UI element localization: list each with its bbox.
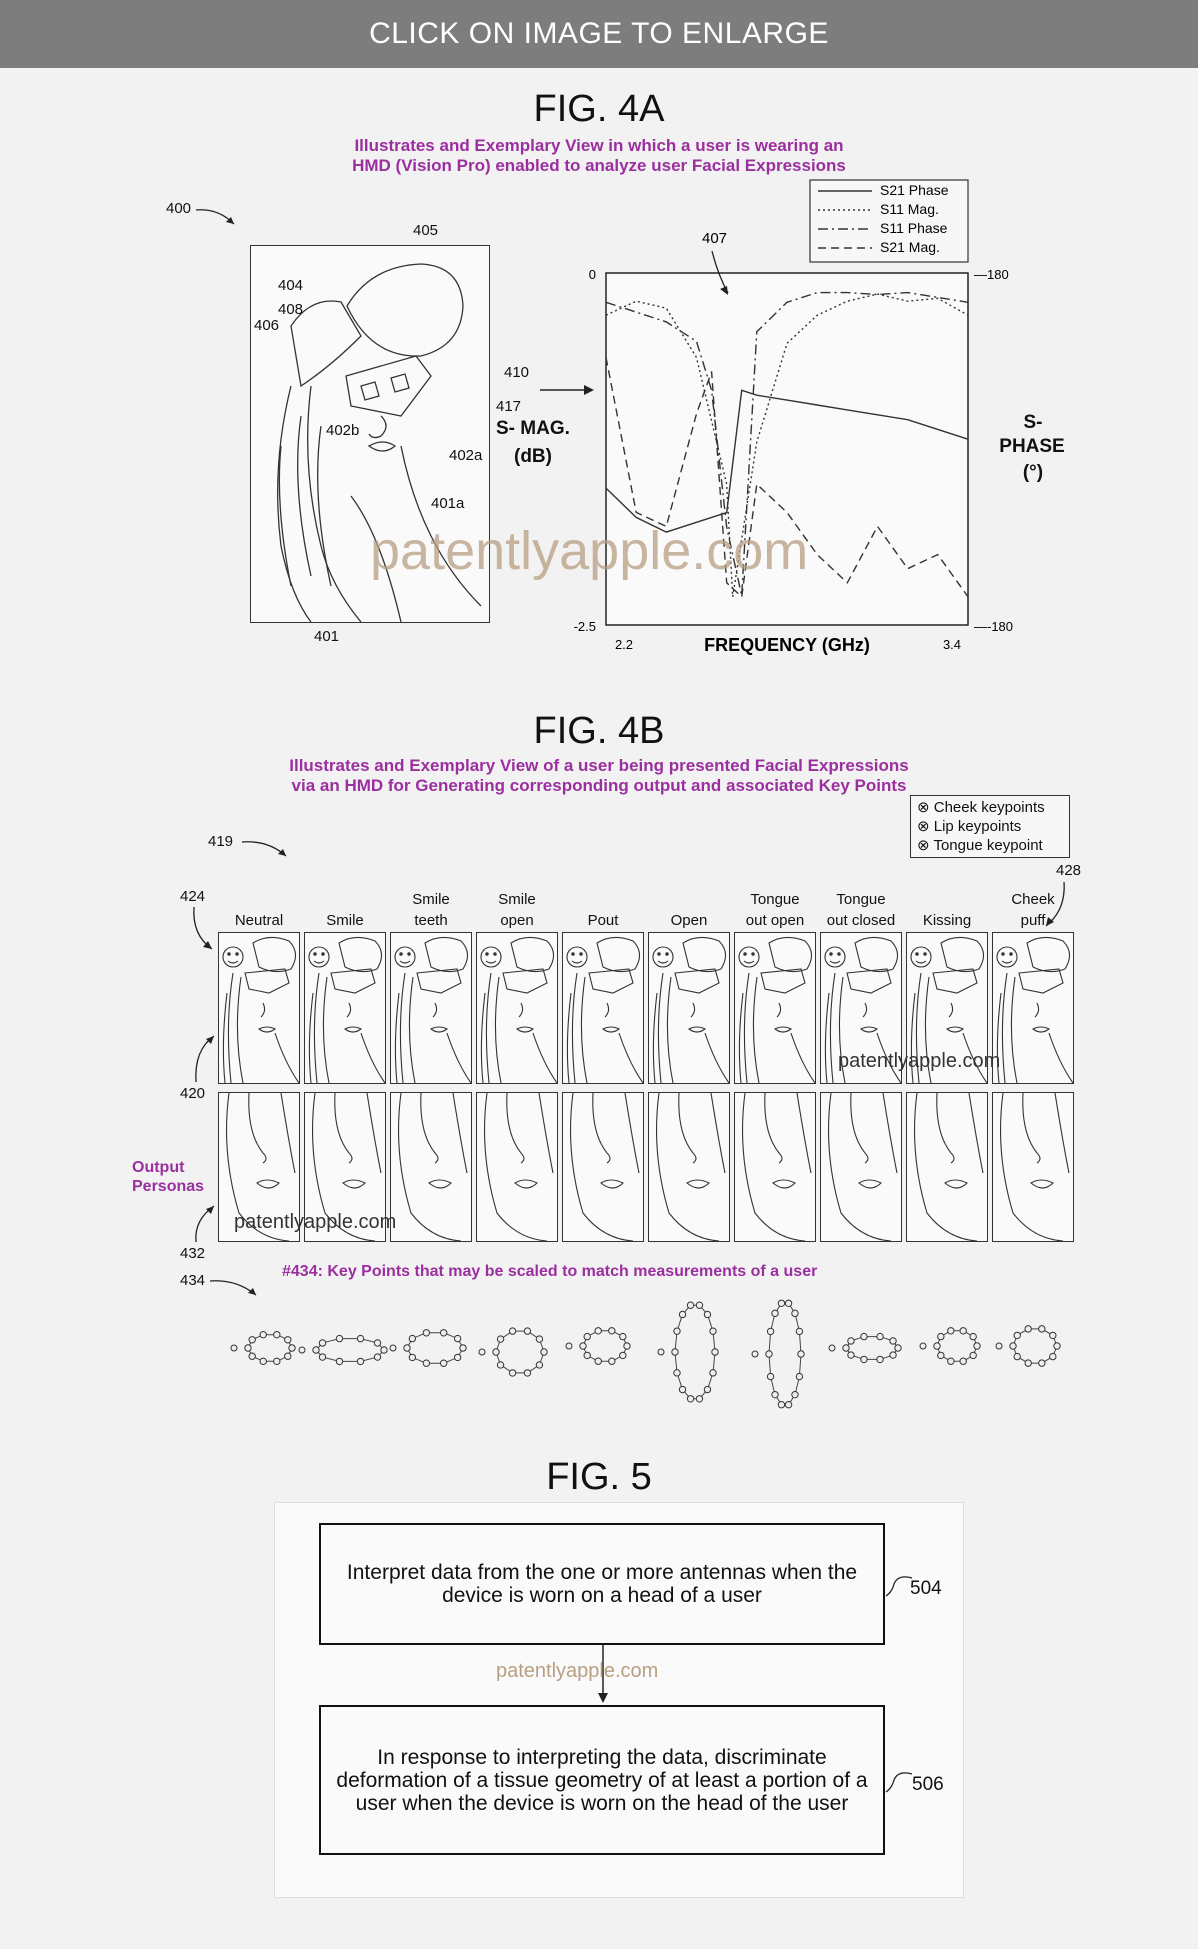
- keypoint-dot: [1039, 1326, 1045, 1332]
- ref-417: 417: [496, 398, 522, 415]
- fig4a-caption-line1: Illustrates and Exemplary View in which a user is wearing an: [354, 136, 844, 155]
- keypoint-dot: [704, 1311, 710, 1317]
- keypoint-dot: [792, 1391, 798, 1397]
- keypoint-cluster: [829, 1333, 901, 1362]
- fig4b-watermark-top: patentlyapple.com: [838, 1050, 1001, 1072]
- keypoint-dot: [970, 1333, 976, 1339]
- keypoint-cluster: [231, 1331, 295, 1364]
- expression-label-line2: out closed: [826, 912, 896, 929]
- keypoint-dot: [674, 1370, 680, 1376]
- keypoint-cluster: [479, 1328, 547, 1376]
- ref-410: 410: [504, 364, 530, 381]
- keypoint-dot: [938, 1333, 944, 1339]
- cheek-keypoint: [390, 1345, 396, 1351]
- hmd-face-sketch: [305, 933, 385, 1083]
- keypoint-dot: [674, 1328, 680, 1334]
- ref-419: 419: [208, 833, 234, 850]
- cheek-keypoint: [479, 1349, 485, 1355]
- keypoint-dot: [772, 1310, 778, 1316]
- keypoint-dot: [778, 1401, 784, 1407]
- hmd-face-sketch: [477, 933, 557, 1083]
- keypoint-dot: [595, 1328, 601, 1334]
- keypoint-dot: [404, 1345, 410, 1351]
- keypoint-dot: [260, 1331, 266, 1337]
- keypoint-dot: [877, 1333, 883, 1339]
- keypoint-dot: [785, 1401, 791, 1407]
- x-axis-label: FREQUENCY (GHz): [704, 635, 870, 655]
- fig4b-caption-line1: Illustrates and Exemplary View of a user being presented Facial Expressions: [289, 756, 909, 775]
- keypoint-dot: [274, 1358, 280, 1364]
- keypoint-cluster: [752, 1300, 804, 1408]
- flow-step-506-text: In response to interpreting the data, discriminate deformation of a tissue geometry of at least a portion of a user when the device is worn on the head of the user: [336, 1745, 868, 1815]
- keypoint-outline: [769, 1303, 801, 1404]
- keypoint-outline: [316, 1339, 384, 1362]
- keypoint-dot: [313, 1347, 319, 1353]
- persona-face-sketch: [649, 1093, 729, 1241]
- output-persona-panel: [648, 1092, 730, 1242]
- fig5-title: FIG. 5: [546, 1456, 652, 1498]
- output-persona-panel: [562, 1092, 644, 1242]
- s-phase-label-line1: S-: [1023, 412, 1043, 433]
- legend-dot-icon: ⊗: [917, 799, 934, 816]
- keypoint-dot: [409, 1354, 415, 1360]
- keypoint-dot: [960, 1328, 966, 1334]
- expression-label-line2: Smile: [326, 912, 364, 929]
- keypoint-dot: [679, 1311, 685, 1317]
- enlarge-banner[interactable]: CLICK ON IMAGE TO ENLARGE: [0, 0, 1198, 68]
- persona-face-sketch: [907, 1093, 987, 1241]
- flow-step-506: [319, 1705, 885, 1855]
- keypoint-dot: [767, 1328, 773, 1334]
- s-mag-label-line1: S- MAG.: [496, 418, 570, 439]
- keypoint-clusters: [215, 1290, 1075, 1420]
- keypoint-dot: [1039, 1360, 1045, 1366]
- keypoint-dot: [509, 1370, 515, 1376]
- expression-label-line1: Tongue: [836, 891, 886, 908]
- ref-428: 428: [1056, 862, 1082, 879]
- keypoint-dot: [798, 1351, 804, 1357]
- expression-label-line2: puff: [1020, 912, 1046, 929]
- keypoint-legend: [910, 795, 1070, 858]
- keypoint-dot: [1025, 1326, 1031, 1332]
- hmd-expression-panel: [476, 932, 558, 1084]
- output-persona-panel: [820, 1092, 902, 1242]
- legend-entry: S21 Phase: [880, 182, 949, 198]
- ref-402b: 402b: [326, 422, 360, 439]
- keypoint-dot: [536, 1362, 542, 1368]
- fig4a-title: FIG. 4A: [533, 88, 665, 130]
- keypoint-dot: [1025, 1360, 1031, 1366]
- cheek-keypoint: [299, 1347, 305, 1353]
- cheek-keypoint: [920, 1343, 926, 1349]
- hmd-expression-panel: [390, 932, 472, 1084]
- keypoint-dot: [766, 1351, 772, 1357]
- legend-entry: S21 Mag.: [880, 239, 940, 255]
- keypoint-dot: [381, 1347, 387, 1353]
- keypoint-dot: [423, 1360, 429, 1366]
- keypoint-dot: [796, 1373, 802, 1379]
- keypoint-cluster: [299, 1335, 387, 1364]
- s-phase-label-line3: (°): [1022, 462, 1044, 483]
- keypoint-dot: [877, 1356, 883, 1362]
- keypoint-dot: [260, 1358, 266, 1364]
- ref-419-arrow: [240, 836, 294, 862]
- keypoint-dot: [249, 1337, 255, 1343]
- keypoint-dot: [1010, 1343, 1016, 1349]
- ref-400-arrow: [194, 204, 242, 230]
- keypoint-dot: [1014, 1332, 1020, 1338]
- expression-label-line2: open: [500, 912, 534, 929]
- keypoint-dot: [778, 1300, 784, 1306]
- keypoint-dot: [861, 1333, 867, 1339]
- persona-face-sketch: [821, 1093, 901, 1241]
- fig4b-watermark-bottom: patentlyapple.com: [234, 1211, 397, 1233]
- keypoint-dot: [374, 1354, 380, 1360]
- fig4a-watermark: patentlyapple.com: [370, 521, 809, 581]
- keypoint-dot: [374, 1340, 380, 1346]
- keypoint-dot: [710, 1328, 716, 1334]
- ref-432: 432: [180, 1245, 206, 1262]
- output-persona-panel: [992, 1092, 1074, 1242]
- legend-entry: S11 Mag.: [880, 201, 939, 217]
- ref-406: 406: [254, 317, 280, 334]
- keypoint-dot: [848, 1352, 854, 1358]
- keypoint-dot: [440, 1330, 446, 1336]
- keypoint-dot: [245, 1345, 251, 1351]
- ref-432-arrow: [190, 1200, 220, 1246]
- keypoint-dot: [357, 1335, 363, 1341]
- keypoint-dot: [767, 1373, 773, 1379]
- keypoint-cluster: [658, 1302, 718, 1402]
- keypoint-dot: [890, 1352, 896, 1358]
- keypoint-dot: [710, 1370, 716, 1376]
- fig4b-title: FIG. 4B: [533, 710, 665, 752]
- hmd-expression-panel: [218, 932, 300, 1084]
- hmd-face-sketch: [993, 933, 1073, 1083]
- keypoint-dot: [336, 1358, 342, 1364]
- keypoint-dot: [843, 1345, 849, 1351]
- output-persona-panel: [390, 1092, 472, 1242]
- keypoint-dot: [357, 1358, 363, 1364]
- persona-face-sketch: [563, 1093, 643, 1241]
- ref-434: 434: [180, 1272, 206, 1289]
- keypoint-dot: [336, 1335, 342, 1341]
- keypoint-dot: [960, 1358, 966, 1364]
- legend-dot-icon: ⊗: [917, 818, 934, 835]
- ref-424: 424: [180, 888, 206, 905]
- keypoint-dot: [1050, 1353, 1056, 1359]
- keypoint-dot: [524, 1328, 530, 1334]
- expression-label-line1: Cheek: [1011, 891, 1055, 908]
- flow-step-504-text: Interpret data from the one or more antennas when the device is worn on a head of a user: [346, 1561, 858, 1607]
- cheek-keypoint: [829, 1345, 835, 1351]
- persona-face-sketch: [391, 1093, 471, 1241]
- ref-405: 405: [413, 222, 439, 239]
- keypoint-dot: [938, 1352, 944, 1358]
- keypoint-outline: [675, 1305, 715, 1399]
- hmd-face-sketch: [649, 933, 729, 1083]
- expression-label-line1: Smile: [498, 891, 536, 908]
- keypoint-dot: [792, 1310, 798, 1316]
- keypoint-cluster: [996, 1326, 1060, 1367]
- keypoint-dot: [861, 1356, 867, 1362]
- keypoint-dot: [423, 1330, 429, 1336]
- cheek-keypoint: [566, 1343, 572, 1349]
- persona-face-sketch: [993, 1093, 1073, 1241]
- ref-401a: 401a: [431, 495, 465, 512]
- legend-entry: S11 Phase: [880, 220, 948, 236]
- fig4b-caption-line2: via an HMD for Generating corresponding output and associated Key Points: [291, 776, 907, 795]
- keypoint-dot: [524, 1370, 530, 1376]
- ref-504: 504: [910, 1578, 942, 1599]
- keypoint-dot: [672, 1349, 678, 1355]
- keypoint-dot: [696, 1302, 702, 1308]
- keypoint-dot: [620, 1352, 626, 1358]
- hmd-expression-panel: [304, 932, 386, 1084]
- y-tick-bottom: -2.5: [573, 619, 596, 634]
- keypoint-dot: [440, 1360, 446, 1366]
- keypoint-dot: [948, 1358, 954, 1364]
- ref-420-arrow: [190, 1030, 220, 1086]
- y2-tick-top: —180: [974, 267, 1009, 282]
- persona-face-sketch: [477, 1093, 557, 1241]
- ref-400: 400: [166, 200, 192, 217]
- cheek-keypoint: [996, 1343, 1002, 1349]
- keypoint-dot: [1014, 1353, 1020, 1359]
- keypoint-dot: [785, 1300, 791, 1306]
- keypoint-dot: [679, 1386, 685, 1392]
- keypoint-dot: [1050, 1332, 1056, 1338]
- cheek-keypoint: [231, 1345, 237, 1351]
- legend-lip: ⊗ Lip keypoints: [917, 818, 1022, 835]
- output-personas-line2: Personas: [132, 1178, 205, 1195]
- keypoint-dot: [285, 1353, 291, 1359]
- keypoint-cluster: [566, 1328, 630, 1365]
- ref-407: 407: [702, 230, 728, 247]
- keypoint-dot: [289, 1345, 295, 1351]
- keypoint-dot: [541, 1349, 547, 1355]
- hmd-face-sketch: [563, 933, 643, 1083]
- keypoint-dot: [319, 1340, 325, 1346]
- expression-label-line2: Pout: [587, 912, 619, 929]
- flow-step-504: [319, 1523, 885, 1645]
- keypoint-dot: [890, 1338, 896, 1344]
- keypoints-caption: #434: Key Points that may be scaled to match measurements of a user: [282, 1263, 818, 1280]
- keypoint-dot: [620, 1333, 626, 1339]
- ref-506: 506: [912, 1774, 944, 1795]
- keypoint-dot: [848, 1338, 854, 1344]
- keypoint-dot: [493, 1349, 499, 1355]
- expression-label-line2: Kissing: [922, 912, 972, 929]
- y-tick-top: 0: [588, 267, 596, 282]
- keypoint-dot: [772, 1391, 778, 1397]
- fig4a-caption-line2: HMD (Vision Pro) enabled to analyze user Facial Expressions: [352, 156, 846, 175]
- keypoint-dot: [704, 1386, 710, 1392]
- x-tick-max: 3.4: [942, 637, 962, 652]
- legend-dot-icon: ⊗: [917, 837, 934, 854]
- expression-label-line2: Open: [670, 912, 708, 929]
- keypoint-dot: [460, 1345, 466, 1351]
- keypoint-dot: [974, 1343, 980, 1349]
- keypoint-dot: [1054, 1343, 1060, 1349]
- keypoint-dot: [580, 1343, 586, 1349]
- keypoint-dot: [609, 1358, 615, 1364]
- keypoint-dot: [285, 1337, 291, 1343]
- keypoint-dot: [687, 1396, 693, 1402]
- hmd-expression-panel: [648, 932, 730, 1084]
- keypoint-dot: [509, 1328, 515, 1334]
- output-persona-panel: [734, 1092, 816, 1242]
- s-mag-label-line2: (dB): [514, 446, 552, 467]
- keypoint-dot: [497, 1336, 503, 1342]
- s-phase-label-line2: PHASE: [999, 436, 1065, 457]
- ref-420: 420: [180, 1085, 206, 1102]
- y2-tick-bottom: —-180: [974, 619, 1014, 634]
- ref-404: 404: [278, 277, 304, 294]
- expression-label-line2: out open: [745, 912, 805, 929]
- ref-506-squiggle: [884, 1768, 914, 1794]
- cheek-keypoint: [658, 1349, 664, 1355]
- keypoint-dot: [934, 1343, 940, 1349]
- keypoint-dot: [536, 1336, 542, 1342]
- keypoint-dot: [454, 1335, 460, 1341]
- ref-401: 401: [314, 628, 340, 645]
- hmd-expression-panel: [992, 932, 1074, 1084]
- keypoint-dot: [687, 1302, 693, 1308]
- hmd-face-sketch: [391, 933, 471, 1083]
- keypoint-dot: [796, 1328, 802, 1334]
- keypoint-cluster: [390, 1330, 466, 1367]
- keypoint-dot: [948, 1328, 954, 1334]
- keypoint-dot: [696, 1396, 702, 1402]
- expression-label-line2: Neutral: [234, 912, 284, 929]
- ref-402a: 402a: [449, 447, 483, 464]
- keypoint-dot: [454, 1354, 460, 1360]
- expression-label-line1: Tongue: [750, 891, 800, 908]
- keypoint-dot: [712, 1349, 718, 1355]
- x-tick-min: 2.2: [614, 637, 634, 652]
- keypoint-dot: [584, 1352, 590, 1358]
- keypoint-dot: [249, 1353, 255, 1359]
- keypoint-dot: [319, 1354, 325, 1360]
- output-persona-panel: [476, 1092, 558, 1242]
- keypoint-dot: [584, 1333, 590, 1339]
- ref-408: 408: [278, 301, 304, 318]
- hmd-expression-panel: [734, 932, 816, 1084]
- hmd-expression-panel: [562, 932, 644, 1084]
- keypoint-dot: [609, 1328, 615, 1334]
- keypoint-dot: [895, 1345, 901, 1351]
- hmd-face-sketch: [735, 933, 815, 1083]
- fig5-watermark: patentlyapple.com: [496, 1660, 659, 1682]
- legend-tongue: ⊗ Tongue keypoint: [917, 837, 1043, 854]
- keypoint-dot: [624, 1343, 630, 1349]
- keypoint-dot: [497, 1362, 503, 1368]
- output-personas-line1: Output: [132, 1159, 185, 1176]
- keypoint-dot: [409, 1335, 415, 1341]
- hmd-face-sketch: [219, 933, 299, 1083]
- cheek-keypoint: [752, 1351, 758, 1357]
- expression-label-line1: Smile: [412, 891, 450, 908]
- expression-label-line2: teeth: [414, 912, 448, 929]
- keypoint-cluster: [920, 1328, 980, 1365]
- s-parameter-chart: [560, 175, 1020, 655]
- keypoint-dot: [970, 1352, 976, 1358]
- ref-504-squiggle: [884, 1572, 914, 1598]
- keypoint-dot: [595, 1358, 601, 1364]
- keypoint-dot: [274, 1331, 280, 1337]
- persona-face-sketch: [735, 1093, 815, 1241]
- legend-cheek: ⊗ Cheek keypoints: [917, 799, 1045, 816]
- output-persona-panel: [906, 1092, 988, 1242]
